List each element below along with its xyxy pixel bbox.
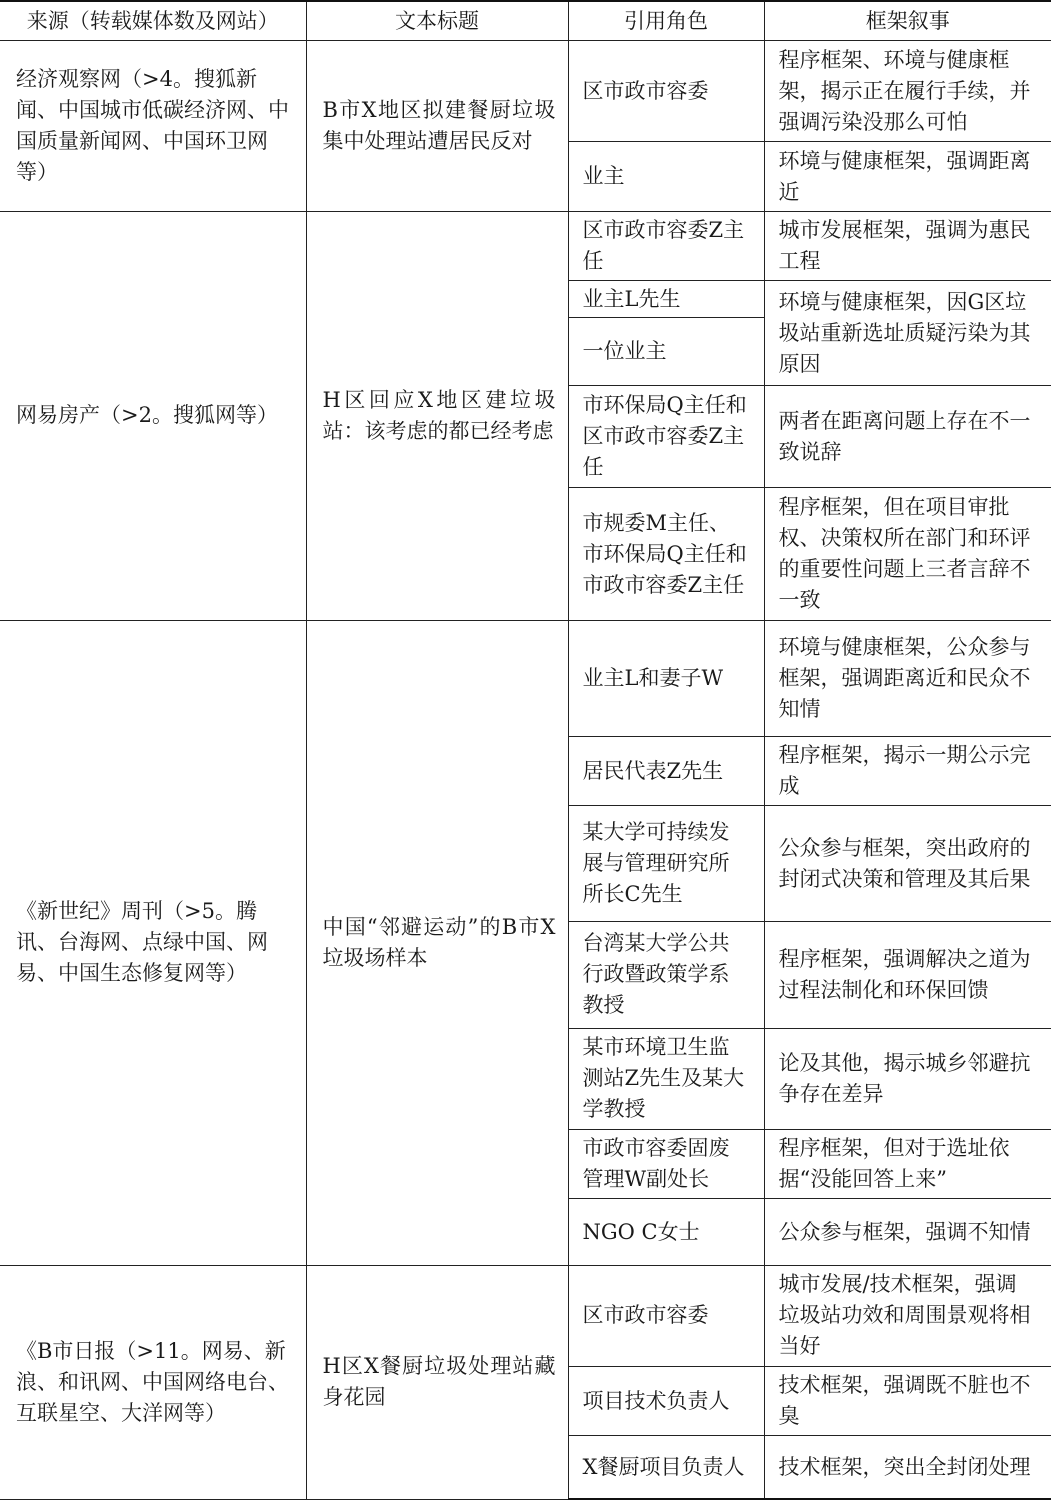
frame-cell: 论及其他，揭示城乡邻避抗争存在差异	[764, 1028, 1051, 1129]
table-body	[0, 41, 1051, 1500]
role-cell: 一位业主	[568, 318, 764, 386]
role-cell: 区市政市容委	[568, 41, 764, 142]
role-cell: 居民代表Z先生	[568, 737, 764, 806]
title-cell: H区X餐厨垃圾处理站藏身花园	[306, 1265, 568, 1499]
frame-cell: 程序框架，揭示一期公示完成	[764, 737, 1051, 806]
role-cell: 业主L和妻子W	[568, 621, 764, 737]
role-cell: NGO C女士	[568, 1199, 764, 1265]
table-row	[0, 1265, 1051, 1366]
header-row	[0, 1, 1051, 41]
role-cell: 某大学可持续发展与管理研究所所长C先生	[568, 806, 764, 922]
header-title: 文本标题	[306, 1, 568, 41]
role-cell: 某市环境卫生监测站Z先生及某大学教授	[568, 1028, 764, 1129]
source-cell: 《新世纪》周刊（>5。腾讯、台海网、点绿中国、网易、中国生态修复网等）	[0, 621, 306, 1265]
source-cell: 《B市日报（>11。网易、新浪、和讯网、中国网络电台、互联星空、大洋网等）	[0, 1265, 306, 1499]
table-row	[0, 41, 1051, 142]
frame-cell: 程序框架，但对于选址依据“没能回答上来”	[764, 1130, 1051, 1199]
frame-cell: 两者在距离问题上存在不一致说辞	[764, 386, 1051, 487]
role-cell: X餐厨项目负责人	[568, 1436, 764, 1499]
role-cell: 市环保局Q主任和区市政市容委Z主任	[568, 386, 764, 487]
frame-cell: 技术框架，突出全封闭处理	[764, 1436, 1051, 1499]
frame-cell: 公众参与框架，突出政府的封闭式决策和管理及其后果	[764, 806, 1051, 922]
role-cell: 市规委M主任、市环保局Q主任和市政市容委Z主任	[568, 487, 764, 620]
source-cell: 经济观察网（>4。搜狐新闻、中国城市低碳经济网、中国质量新闻网、中国环卫网等）	[0, 41, 306, 212]
header-role: 引用角色	[568, 1, 764, 41]
title-cell: H区回应X地区建垃圾站：该考虑的都已经考虑	[306, 211, 568, 621]
role-cell: 区市政市容委Z主任	[568, 211, 764, 280]
frame-cell: 环境与健康框架，因G区垃圾站重新选址质疑污染为其原因	[764, 280, 1051, 386]
frame-cell: 程序框架，但在项目审批权、决策权所在部门和环评的重要性问题上三者言辞不一致	[764, 487, 1051, 620]
frame-cell: 程序框架、环境与健康框架，揭示正在履行手续，并强调污染没那么可怕	[764, 41, 1051, 142]
frame-cell: 城市发展/技术框架，强调垃圾站功效和周围景观将相当好	[764, 1265, 1051, 1366]
role-cell: 项目技术负责人	[568, 1366, 764, 1435]
role-cell: 业主L先生	[568, 280, 764, 317]
header-frame: 框架叙事	[764, 1, 1051, 41]
frame-cell: 城市发展框架，强调为惠民工程	[764, 211, 1051, 280]
role-cell: 区市政市容委	[568, 1265, 764, 1366]
frame-cell: 程序框架，强调解决之道为过程法制化和环保回馈	[764, 922, 1051, 1029]
source-cell: 网易房产（>2。搜狐网等）	[0, 211, 306, 621]
role-cell: 市政市容委固废管理W副处长	[568, 1130, 764, 1199]
frame-cell: 环境与健康框架，公众参与框架，强调距离近和民众不知情	[764, 621, 1051, 737]
frame-cell: 技术框架，强调既不脏也不臭	[764, 1366, 1051, 1435]
frame-cell: 环境与健康框架，强调距离近	[764, 142, 1051, 211]
frame-cell: 公众参与框架，强调不知情	[764, 1199, 1051, 1265]
title-cell: B市X地区拟建餐厨垃圾集中处理站遭居民反对	[306, 41, 568, 212]
header-source: 来源（转载媒体数及网站）	[0, 1, 306, 41]
role-cell: 业主	[568, 142, 764, 211]
table-row	[0, 621, 1051, 737]
title-cell: 中国“邻避运动”的B市X垃圾场样本	[306, 621, 568, 1265]
role-cell: 台湾某大学公共行政暨政策学系教授	[568, 922, 764, 1029]
table-row	[0, 211, 1051, 280]
